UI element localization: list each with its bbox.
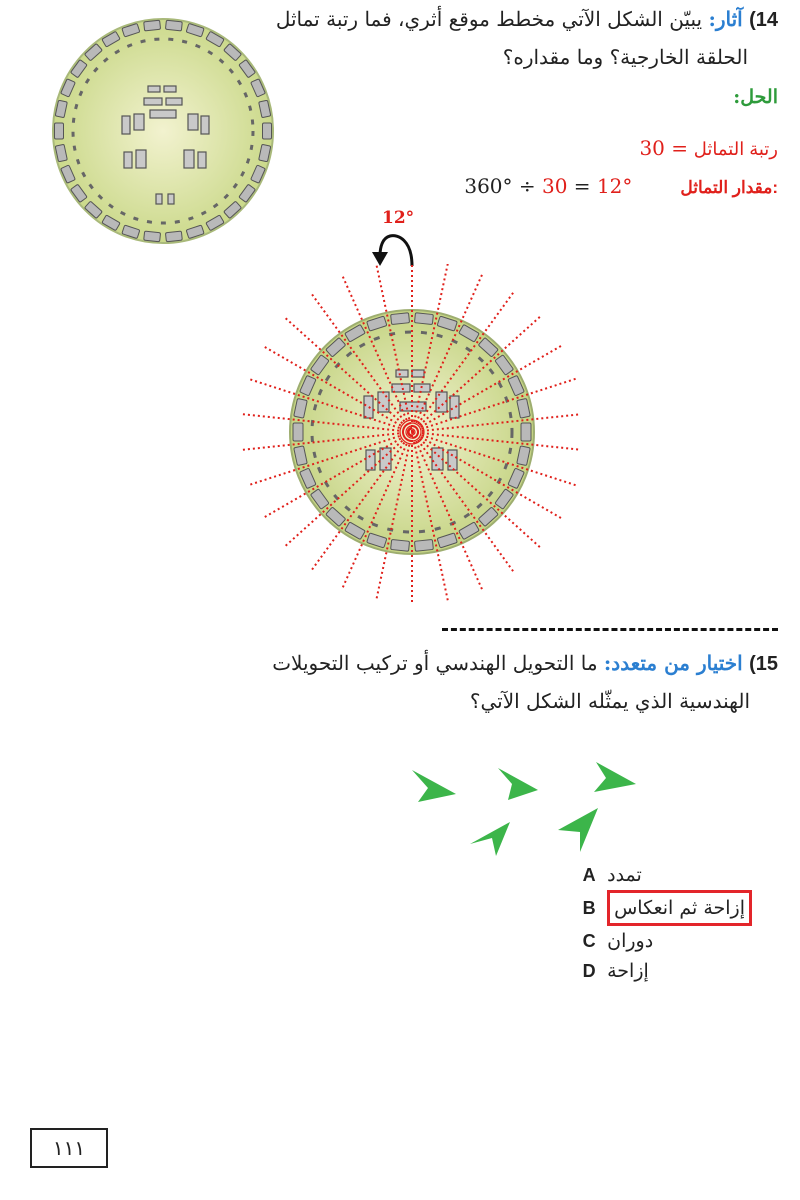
choice-letter: C <box>582 931 596 951</box>
page-number: ١١١ <box>30 1128 108 1168</box>
arrowhead-2 <box>470 822 510 856</box>
ring-stone <box>414 539 433 551</box>
ring-stone <box>55 123 64 139</box>
question-15-line1 <box>218 646 778 681</box>
symmetry-order-label: رتبة التماثل <box>693 139 778 159</box>
solution-label: الحل: <box>733 86 778 108</box>
choice-text: إزاحة <box>607 960 649 982</box>
transformation-figure <box>408 760 648 860</box>
ring-stone <box>144 231 161 242</box>
choice-letter: B <box>582 898 596 918</box>
ring-stone <box>165 20 182 31</box>
magnitude-expression: 360° ÷ 30 = 12° <box>464 174 633 198</box>
arrowhead-3 <box>498 768 538 800</box>
question-15-line2: الهندسية الذي يمثّله الشكل الآتي؟ <box>469 689 750 713</box>
arrowhead-4 <box>558 808 598 852</box>
ring-stone <box>293 423 303 441</box>
symmetry-order-line <box>639 136 778 160</box>
section-divider <box>442 628 778 631</box>
choice-text: دوران <box>607 930 654 952</box>
choices-list <box>581 860 752 986</box>
symmetry-order-value: = 30 <box>639 136 689 160</box>
selected-answer-box: إزاحة ثم انعكاس <box>607 890 752 926</box>
question-15-text-1: ما التحويل الهندسي أو تركيب التحويلات <box>272 651 598 675</box>
symmetry-magnitude-line <box>464 174 778 198</box>
site-plan-figure-small <box>38 6 288 256</box>
ring-stone <box>521 423 531 441</box>
rotation-angle-label: 12° <box>382 208 415 228</box>
question-14-line1 <box>218 2 778 37</box>
ring-stone <box>391 313 410 325</box>
ring-stone <box>263 123 272 139</box>
question-15-keyword: اختيار من متعدد: <box>603 651 743 675</box>
choice-b[interactable] <box>581 890 752 926</box>
choice-c[interactable] <box>581 926 752 956</box>
question-14-text-1: يبيّن الشكل الآتي مخطط موقع أثري، فما رتبة تماثل <box>275 7 703 31</box>
question-14-line2: الحلقة الخارجية؟ وما مقداره؟ <box>502 45 748 69</box>
question-14-number: 14) <box>749 9 778 31</box>
ring-stone <box>414 313 433 325</box>
choice-text: تمدد <box>607 864 642 886</box>
ring-stone <box>391 539 410 551</box>
choice-a[interactable] <box>581 860 752 890</box>
arrowhead-shapes <box>412 762 636 856</box>
arrowhead-1 <box>412 770 456 802</box>
arrowhead-5 <box>594 762 636 792</box>
magnitude-label: مقدار التماثل: <box>680 178 778 197</box>
question-15-number: 15) <box>749 653 778 675</box>
choice-letter: A <box>582 865 596 885</box>
choice-d[interactable] <box>581 956 752 986</box>
question-14-keyword: آثار: <box>708 7 743 31</box>
site-plan-figure-symmetry <box>240 264 580 604</box>
ring-stone <box>165 231 182 242</box>
choice-letter: D <box>582 961 596 981</box>
ring-stone <box>144 20 161 31</box>
